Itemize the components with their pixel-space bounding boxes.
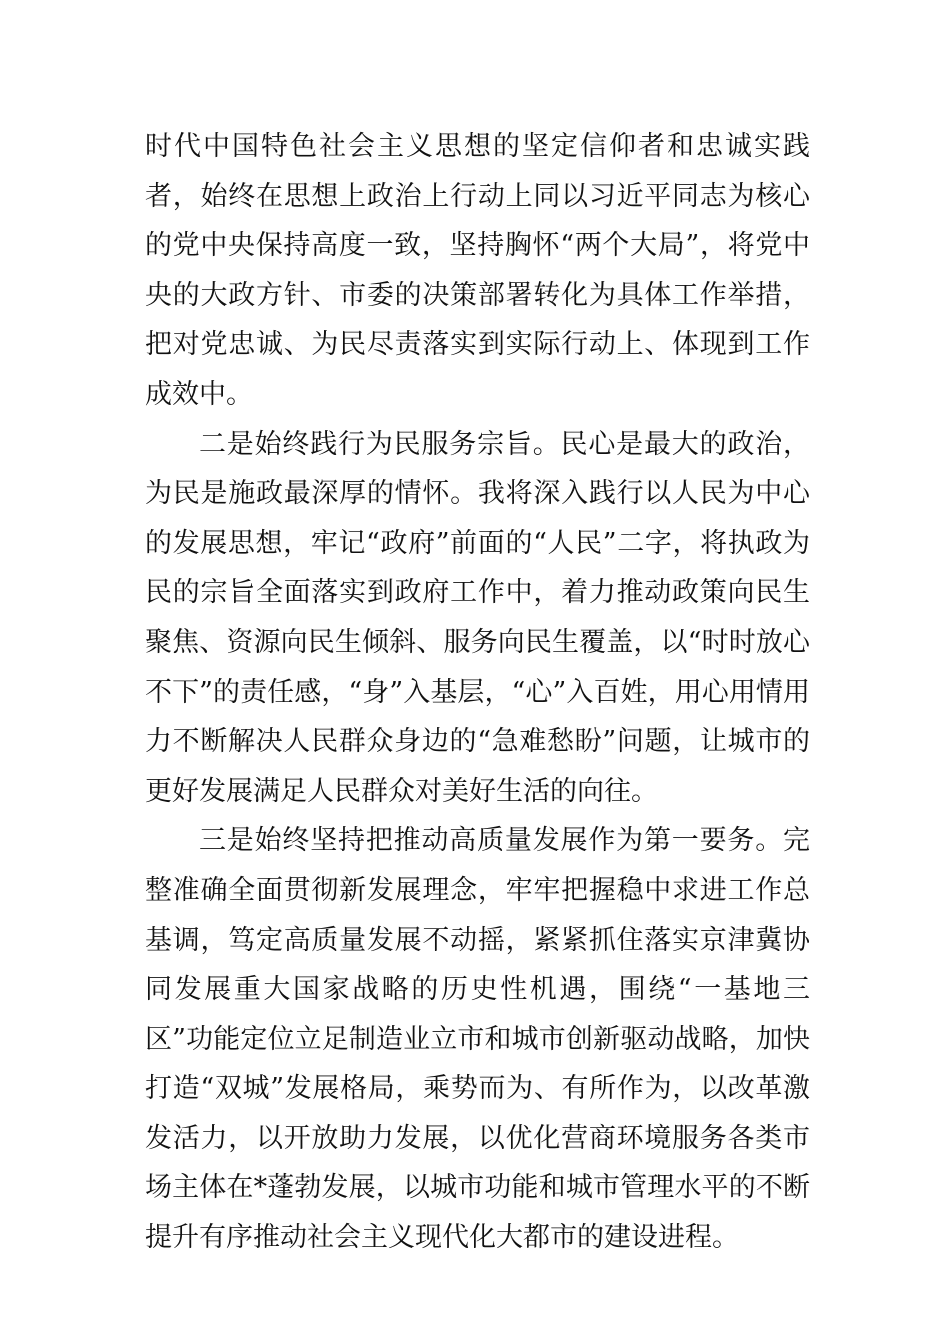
- paragraph-three-high-quality-development: 三是始终坚持把推动高质量发展作为第一要务。完整准确全面贯彻新发展理念，牢牢把握稳中求进工作总基调，笃定高质量发展不动摇，紧紧抓住落实京津冀协同发展重大国家战略的历史性机遇，围绕“一基地三区”功能定位立足制造业立市和城市创新驱动战略，加快打造“双城”发展格局，乘势而为、有所作为，以改革激发活力，以开放助力发展，以优化营商环境服务各类市场主体在*蓬勃发展，以城市功能和城市管理水平的不断提升有序推动社会主义现代化大都市的建设进程。: [145, 825, 810, 1254]
- document-body: [145, 122, 810, 1263]
- paragraph-continuation: 时代中国特色社会主义思想的坚定信仰者和忠诚实践者，始终在思想上政治上行动上同以习近平同志为核心的党中央保持高度一致，坚持胸怀“两个大局”，将党中央的大政方针、市委的决策部署转化为具体工作举措，把对党忠诚、为民尽责落实到实际行动上、体现到工作成效中。: [145, 131, 810, 410]
- paragraph-two-serve-people: 二是始终践行为民服务宗旨。民心是最大的政治，为民是施政最深厚的情怀。我将深入践行以人民为中心的发展思想，牢记“政府”前面的“人民”二字，将执政为民的宗旨全面落实到政府工作中，着力推动政策向民生聚焦、资源向民生倾斜、服务向民生覆盖，以“时时放心不下”的责任感，“身”入基层，“心”入百姓，用心用情用力不断解决人民群众身边的“急难愁盼”问题，让城市的更好发展满足人民群众对美好生活的向往。: [145, 428, 810, 807]
